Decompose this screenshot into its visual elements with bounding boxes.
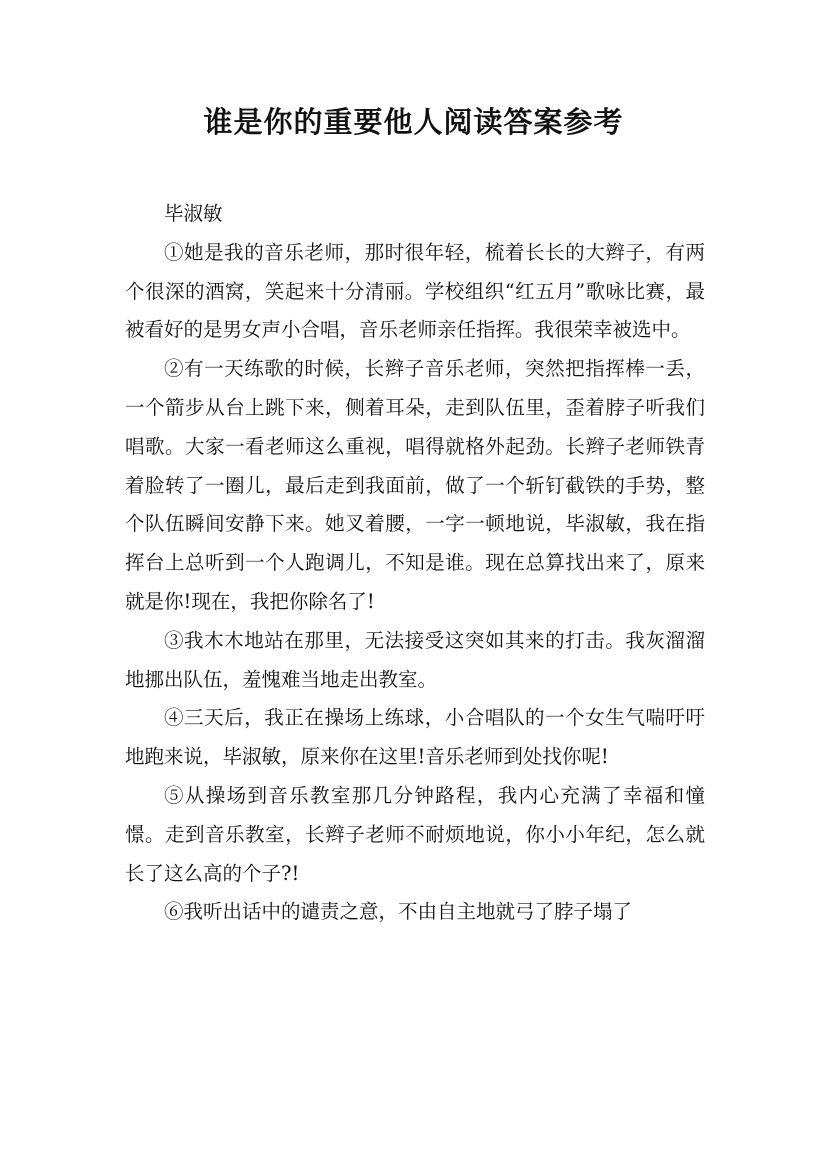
paragraph-3: ③我木木地站在那里，无法接受这突如其来的打击。我灰溜溜地挪出队伍，羞愧难当地走出教室。 [125, 628, 705, 691]
author-name: 毕淑敏 [164, 202, 223, 225]
paragraph-6: ⑥我听出话中的谴责之意，不由自主地就弓了脖子塌了 [164, 900, 633, 924]
article-body [125, 195, 705, 932]
document-title: 谁是你的重要他人阅读答案参考 [203, 105, 624, 139]
paragraph-2: ②有一天练歌的时候，长辫子音乐老师，突然把指挥棒一丢，一个箭步从台上跳下来，侧着耳朵，走到队伍里，歪着脖子听我们唱歌。大家一看老师这么重视，唱得就格外起劲。长辫子老师铁青着脸转了一圈儿，最后走到我面前，做了一个斩钉截铁的手势，整个队伍瞬间安静下来。她叉着腰，一字一顿地说，毕淑敏，我在指挥台上总听到一个人跑调儿，不知是谁。现在总算找出来了，原来就是你!现在，我把你除名了! [125, 357, 705, 613]
paragraph-1: ①她是我的音乐老师，那时很年轻，梳着长长的大辫子，有两个很深的酒窝，笑起来十分清丽。学校组织“红五月”歌咏比赛，最被看好的是男女声小合唱，音乐老师亲任指挥。我很荣幸被选中。 [125, 240, 705, 342]
paragraph-5: ⑤从操场到音乐教室那几分钟路程，我内心充满了幸福和憧憬。走到音乐教室，长辫子老师不耐烦地说，你小小年纪，怎么就长了这么高的个子?! [125, 783, 705, 885]
paragraph-4: ④三天后，我正在操场上练球，小合唱队的一个女生气喘吁吁地跑来说，毕淑敏，原来你在这里!音乐老师到处找你呢! [125, 706, 705, 769]
